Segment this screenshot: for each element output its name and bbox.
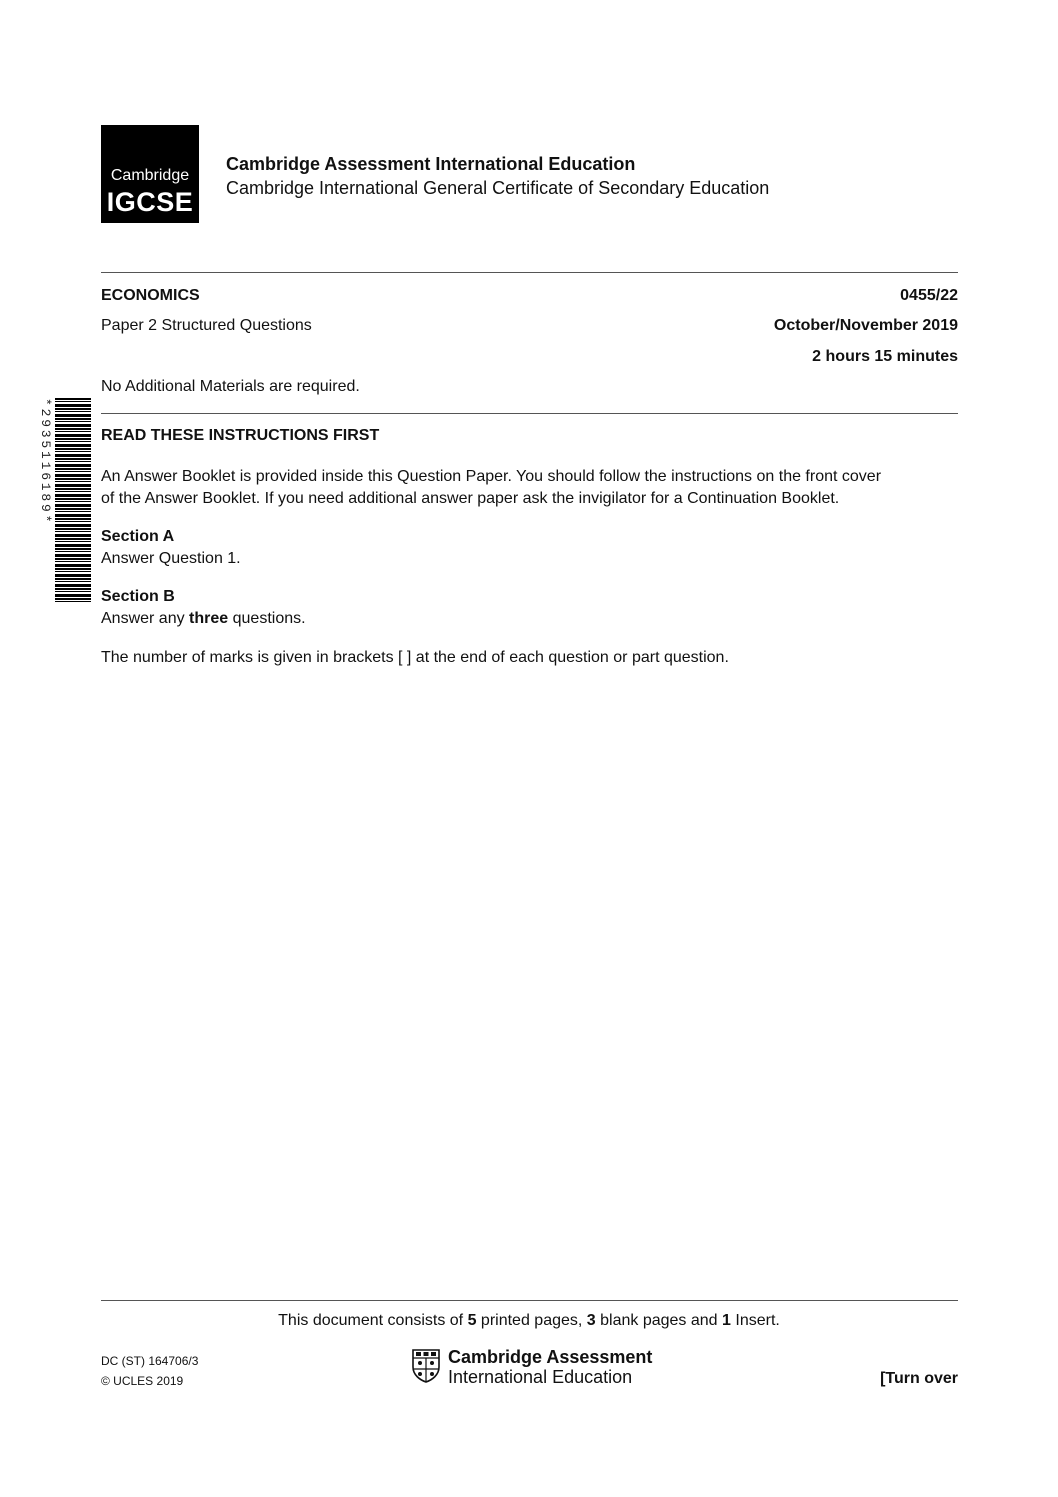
cambridge-assessment-logo [412, 1347, 652, 1387]
blank-count: 3 [586, 1312, 596, 1329]
document-reference: DC (ST) 164706/3 [101, 1354, 199, 1368]
exam-duration: 2 hours 15 minutes [812, 348, 958, 365]
copyright-notice: © UCLES 2019 [101, 1374, 184, 1388]
page-count-note [0, 1312, 1058, 1330]
subject-title: ECONOMICS [101, 287, 200, 304]
intro-line2: of the Answer Booklet. If you need additional answer paper ask the invigilator for a Continuation Booklet. [101, 490, 840, 507]
divider [101, 413, 958, 414]
printed-count: 5 [467, 1312, 477, 1329]
section-b-text [101, 608, 961, 630]
exam-session: October/November 2019 [773, 317, 958, 334]
divider [101, 272, 958, 273]
cambridge-igcse-logo [101, 125, 199, 223]
intro-line1: An Answer Booklet is provided inside this Question Paper. You should follow the instructions on the front cover [101, 468, 882, 485]
section-b-text-bold: three [189, 610, 229, 627]
turn-over-label: [Turn over [880, 1370, 958, 1387]
crest-icon [412, 1349, 440, 1383]
barcode-bars [55, 398, 91, 604]
logo-line1: Cambridge [110, 167, 190, 184]
divider [101, 1300, 958, 1301]
printed-label: printed pages, [476, 1312, 587, 1329]
marks-note: The number of marks is given in brackets [ ] at the end of each question or part question. [101, 649, 729, 666]
organisation-name: Cambridge Assessment International Education [226, 154, 636, 174]
section-a-text: Answer Question 1. [101, 550, 241, 567]
paper-title: Paper 2 Structured Questions [101, 317, 312, 334]
instructions-intro [101, 466, 961, 510]
candidate-barcode [37, 398, 91, 604]
logo-line2: IGCSE [106, 187, 194, 217]
section-b-text-post: questions. [228, 610, 306, 627]
section-b-title: Section B [101, 588, 175, 605]
qualification-name: Cambridge International General Certificate of Secondary Education [226, 178, 770, 198]
brand-line2: International Education [448, 1367, 633, 1387]
insert-count: 1 [722, 1312, 731, 1329]
pages-pre: This document consists of [278, 1312, 468, 1329]
syllabus-code: 0455/22 [900, 287, 958, 304]
section-a-title: Section A [101, 528, 175, 545]
section-b [101, 586, 961, 630]
insert-label: Insert. [730, 1312, 780, 1329]
brand-line1: Cambridge Assessment [448, 1347, 653, 1367]
materials-note: No Additional Materials are required. [101, 378, 360, 395]
section-a [101, 526, 961, 570]
blank-label: blank pages and [595, 1312, 723, 1329]
section-b-text-pre: Answer any [101, 610, 190, 627]
barcode-digits: *2935116189* [38, 398, 53, 526]
instructions-heading: READ THESE INSTRUCTIONS FIRST [101, 427, 380, 444]
